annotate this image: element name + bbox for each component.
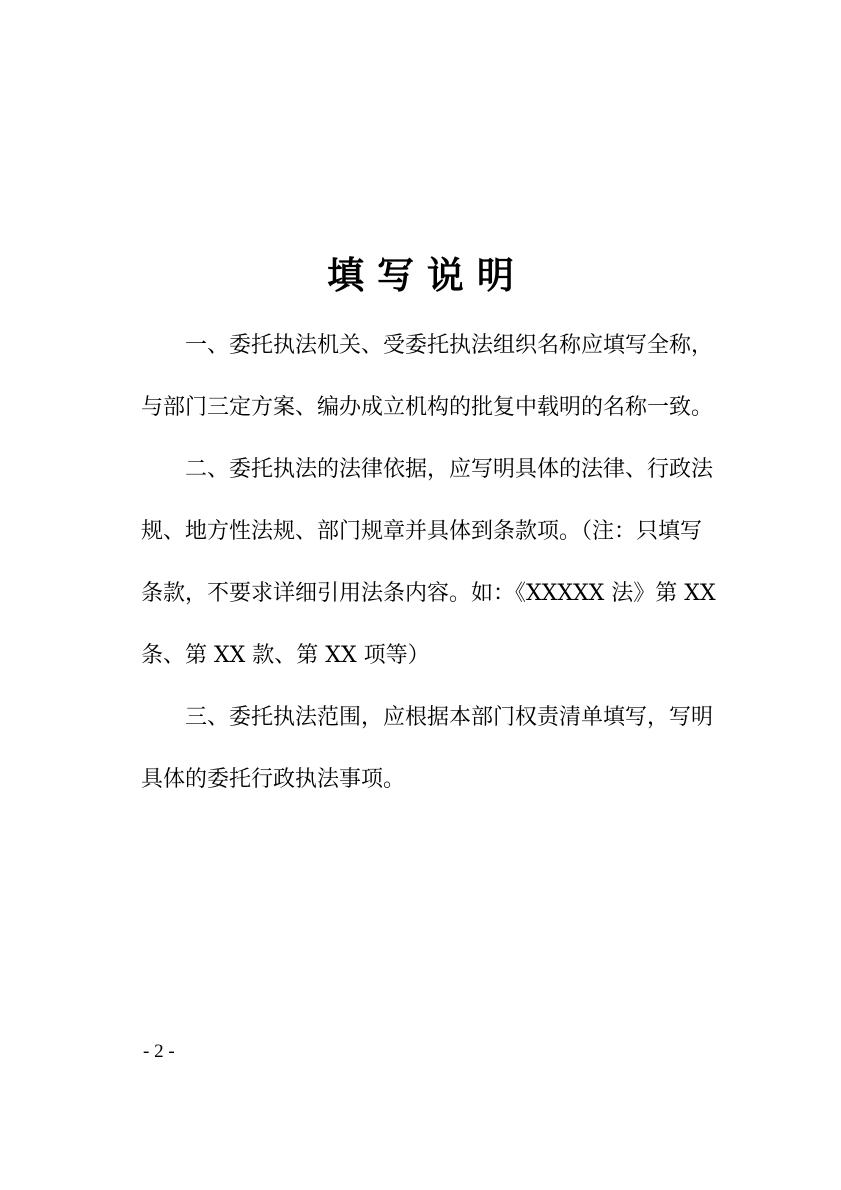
paragraph-line: 二、委托执法的法律依据，应写明具体的法律、行政法 bbox=[185, 457, 714, 482]
paragraph-entity-names bbox=[141, 315, 714, 439]
paragraph-line: 规、地方性法规、部门规章并具体到条款项。（注：只填写 bbox=[141, 519, 703, 544]
paragraph-line: 一、委托执法机关、受委托执法组织名称应填写全称， bbox=[185, 333, 714, 358]
paragraph-legal-basis bbox=[141, 439, 716, 687]
paragraph-line: 条、第 XX 款、第 XX 项等） bbox=[141, 643, 430, 668]
paragraph-line: 条款，不要求详细引用法条内容。如：《XXXXX 法》第 XX bbox=[141, 581, 716, 606]
document-title: 填 写 说 明 bbox=[327, 253, 514, 297]
paragraph-line: 与部门三定方案、编办成立机构的批复中载明的名称一致。 bbox=[141, 395, 714, 420]
document-body bbox=[141, 315, 716, 811]
paragraph-line: 具体的委托行政执法事项。 bbox=[141, 767, 406, 792]
paragraph-line: 三、委托执法范围，应根据本部门权责清单填写，写明 bbox=[185, 705, 714, 730]
page-number: - 2 - bbox=[143, 1041, 175, 1062]
paragraph-scope bbox=[141, 687, 714, 811]
